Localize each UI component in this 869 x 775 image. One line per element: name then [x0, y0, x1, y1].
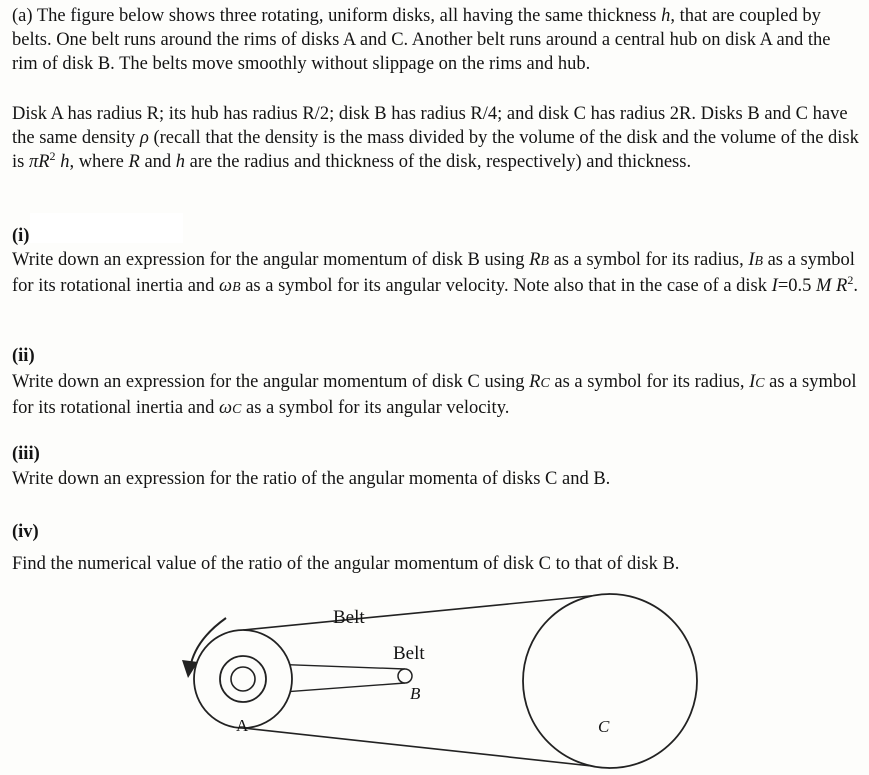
symbol-pi-r: πR: [28, 152, 50, 172]
question-text: as a symbol for its radius,: [549, 372, 750, 392]
symbol-i: I: [771, 276, 778, 296]
question-text: as a symbol for its angular velocity.: [241, 398, 510, 418]
question-text: as a symbol for its rotational inertia and: [12, 372, 857, 418]
intro-paragraph-1: [12, 4, 860, 76]
question-iv-label: (iv): [12, 522, 39, 542]
intro-text: , where: [69, 152, 129, 172]
superscript: 2: [847, 272, 854, 287]
superscript: 2: [49, 148, 56, 163]
disk-a-label: A: [236, 716, 249, 735]
disk-a-axle: [231, 667, 255, 691]
intro-text: , that are coupled by belts. One belt runs around the rims of disks A and C. Another belt runs around a central hub on disk A and the rim of disk B. The belts move smoothly without slippage on the rims and hub.: [12, 6, 831, 74]
question-i-text: [12, 248, 860, 300]
intro-text: (a) The figure below shows three rotating, uniform disks, all having the same thickness: [12, 6, 662, 26]
question-text: as a symbol for its angular velocity. Note also that in the case of a disk: [240, 276, 772, 296]
subscript: B: [754, 254, 763, 269]
symbol-r: R: [128, 152, 140, 172]
symbol-h: h: [175, 152, 186, 172]
question-iv-text: Find the numerical value of the ratio of the angular momentum of disk C to that of disk B.: [12, 554, 680, 574]
symbol-r-c: R: [529, 372, 541, 392]
question-text: as a symbol for its radius,: [548, 250, 749, 270]
question-ii-text: [12, 370, 860, 422]
question-iii-label: (iii): [12, 444, 40, 464]
disk-c: [523, 594, 697, 768]
subscript: B: [232, 280, 241, 295]
subscript: C: [540, 376, 550, 391]
disk-b: [398, 669, 412, 683]
symbol-h: h: [55, 152, 70, 172]
symbol-i-c: I: [749, 372, 756, 392]
symbol-h: h: [661, 6, 671, 26]
question-text: Write down an expression for the angular momentum of disk C using: [12, 372, 530, 392]
intro-paragraph-2: [12, 102, 860, 174]
question-ii-label: (ii): [12, 346, 35, 366]
symbol-omega-c: ω: [219, 398, 233, 418]
question-iii-text: Write down an expression for the ratio of the angular momenta of disks C and B.: [12, 469, 611, 489]
symbol-r-b: R: [529, 250, 541, 270]
intro-text: are the radius and thickness of the disk, respectively) and thickness.: [185, 152, 692, 172]
intro-text: and: [139, 152, 176, 172]
subscript: B: [540, 254, 549, 269]
question-text: Write down an expression for the angular momentum of disk B using: [12, 250, 530, 270]
disk-c-label: C: [598, 717, 610, 736]
symbol-omega-b: ω: [219, 276, 233, 296]
symbol-rho: ρ: [139, 128, 149, 148]
symbol-i-b: I: [748, 250, 755, 270]
subscript: C: [755, 376, 765, 391]
belt-disks-figure: [0, 590, 869, 775]
question-text: =0.5: [777, 276, 816, 296]
disk-b-label: B: [410, 684, 421, 703]
belt-hub-label: Belt: [393, 643, 425, 664]
belt-top-label: Belt: [333, 607, 365, 628]
intro-text: Disk A has radius R; its hub has radius R/2; disk B has radius R/4; and disk C has radius 2R. Disks B and C have the same density: [12, 104, 848, 148]
question-text: .: [853, 276, 858, 296]
question-i-label: (i): [12, 226, 30, 246]
symbol-m-r: M R: [816, 276, 848, 296]
redaction-box: [30, 213, 183, 243]
question-text: as a symbol for its rotational inertia and: [12, 250, 855, 296]
intro-text: (recall that the density is the mass divided by the volume of the disk and the volume of the disk is: [12, 128, 859, 172]
subscript: C: [232, 402, 242, 417]
